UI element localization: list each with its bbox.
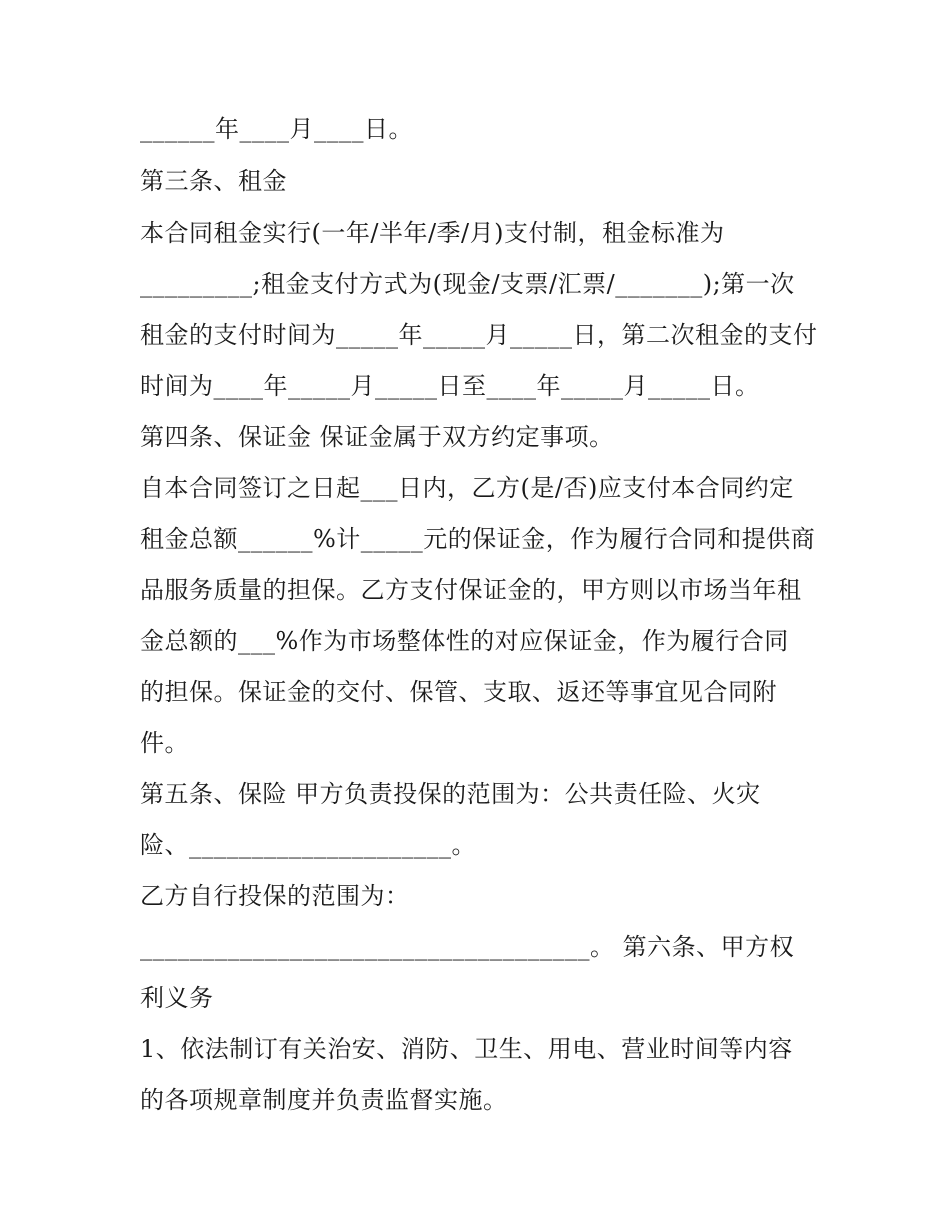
- heading-article-4-deposit: 第四条、保证金 保证金属于双方约定事项。: [140, 423, 614, 451]
- text-line-deposit-6: 件。: [140, 729, 189, 757]
- text-line-deposit-3: 品服务质量的担保。乙方支付保证金的，甲方则以市场当年租: [140, 576, 802, 604]
- text-line-rent-payment-time-1: 租金的支付时间为_____年_____月_____日，第二次租金的支付: [140, 321, 818, 349]
- text-line-article-6-cont: 利义务: [140, 984, 214, 1012]
- text-line-item-1: 1、依法制订有关治安、消防、卫生、用电、营业时间等内容: [140, 1035, 793, 1063]
- text-line-deposit-4: 金总额的___%作为市场整体性的对应保证金，作为履行合同: [140, 627, 789, 655]
- text-line-deposit-2: 租金总额______%计_____元的保证金，作为履行合同和提供商: [140, 525, 816, 553]
- text-line-rent-payment-system: 本合同租金实行(一年/半年/季/月)支付制，租金标准为: [140, 219, 725, 247]
- text-line-insurance-1: 险、_____________________。: [140, 831, 476, 859]
- text-line-deposit-1: 自本合同签订之日起___日内，乙方(是/否)应支付本合同约定: [140, 474, 794, 502]
- heading-article-5-insurance: 第五条、保险 甲方负责投保的范围为：公共责任险、火灾: [140, 780, 761, 808]
- text-line-item-1-cont: 的各项规章制度并负责监督实施。: [140, 1086, 508, 1114]
- text-line-deposit-5: 的担保。保证金的交付、保管、支取、返还等事宜见合同附: [140, 678, 777, 706]
- heading-article-3-rent: 第三条、租金: [140, 167, 287, 195]
- text-line-date-blanks: ______年____月____日。: [140, 115, 413, 143]
- text-line-rent-payment-method: _________;租金支付方式为(现金/支票/汇票/_______);第一次: [140, 270, 795, 298]
- text-line-rent-payment-time-2: 时间为____年_____月_____日至____年_____月_____日。: [140, 372, 760, 400]
- text-line-insurance-3-article-6: ____________________________________。 第六条、甲方权: [140, 933, 795, 961]
- text-line-insurance-2: 乙方自行投保的范围为：: [140, 882, 410, 910]
